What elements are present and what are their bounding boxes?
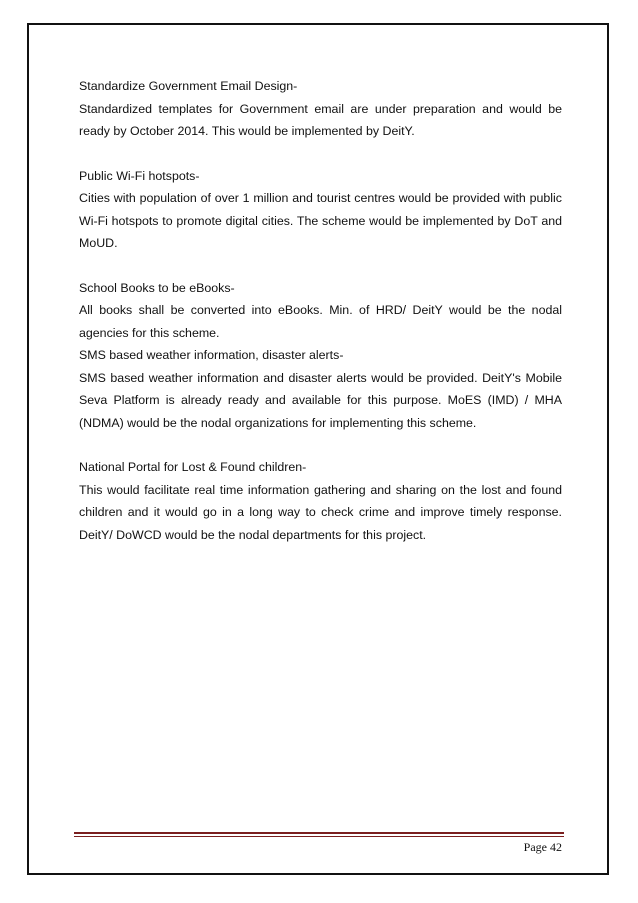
section-heading: School Books to be eBooks-: [79, 280, 235, 295]
document-body: [79, 75, 562, 546]
section-heading: Standardize Government Email Design-: [79, 79, 298, 93]
page-number: Page 42: [523, 840, 562, 854]
section-wifi-hotspots: [79, 165, 562, 255]
section-body: Standardized templates for Government email are under preparation and would be ready by October 2014. This would be implemented by DeitY.: [79, 101, 562, 138]
section-ebooks: [79, 277, 562, 345]
section-heading: SMS based weather information, disaster alerts-: [79, 348, 344, 362]
section-heading: National Portal for Lost & Found children-: [79, 460, 307, 474]
footer-rule: [74, 832, 564, 834]
section-body: This would facilitate real time information gathering and sharing on the lost and found children and it would go in a long way to check crime and improve timely response. DeitY/ DoWCD would be the nodal departments for this project.: [79, 482, 562, 542]
section-body: Cities with population of over 1 million and tourist centres would be provided with public Wi-Fi hotspots to promote digital cities. The scheme would be implemented by DoT and MoUD.: [79, 191, 562, 250]
section-heading: Public Wi-Fi hotspots-: [79, 168, 200, 183]
section-body: All books shall be converted into eBooks. Min. of HRD/ DeitY would be the nodal agencies for this scheme.: [79, 303, 562, 340]
section-sms-alerts: [79, 344, 562, 434]
section-body: SMS based weather information and disaster alerts would be provided. DeitY's Mobile Seva Platform is already ready and available for this purpose. MoES (IMD) / MHA (NDMA) would be the nodal organizations for implementing this scheme.: [79, 370, 562, 430]
section-lost-found: [79, 456, 562, 546]
footer-rule-thin: [74, 836, 564, 837]
section-email-design: [79, 75, 562, 143]
